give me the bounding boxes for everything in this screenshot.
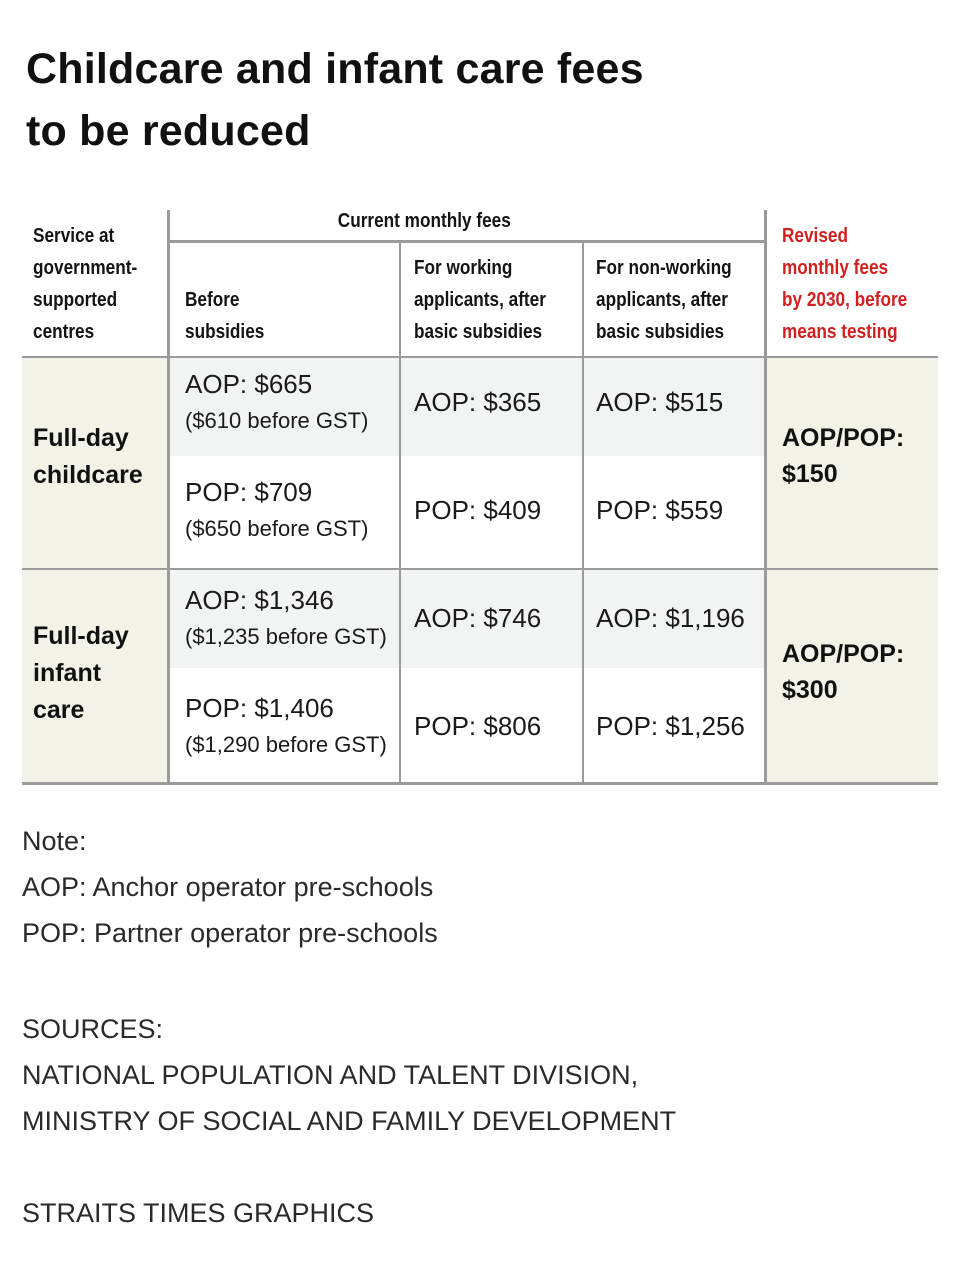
header-revised: Revised monthly fees by 2030, before means testing — [782, 225, 908, 343]
sources-line-2: MINISTRY OF SOCIAL AND FAMILY DEVELOPMENT — [22, 1106, 677, 1136]
childcare-pop-before-gst: ($650 before GST) — [185, 516, 369, 541]
title-line-1: Childcare and infant care fees — [26, 45, 644, 93]
childcare-aop-before-gst: ($610 before GST) — [185, 408, 369, 433]
infant-aop-working: AOP: $746 — [414, 603, 542, 633]
sources — [22, 1006, 676, 1144]
rule-h-bottom — [22, 782, 938, 785]
infant-aop-non-working: AOP: $1,196 — [596, 603, 745, 633]
infant-aop-before: AOP: $1,346 — [185, 585, 334, 615]
header-non-working: For non-working applicants, after basic subsidies — [596, 257, 732, 343]
header-service: Service at government- supported centres — [33, 225, 138, 343]
rule-v-working — [582, 242, 584, 783]
childcare-pop-working: POP: $409 — [414, 495, 542, 525]
childcare-pop-non-working: POP: $559 — [596, 495, 724, 525]
rule-v-service — [167, 210, 170, 783]
row-label-infant-care: Full-day infant care — [33, 622, 129, 724]
infant-pop-before-gst: ($1,290 before GST) — [185, 732, 387, 757]
rule-v-before — [399, 242, 401, 783]
childcare-aop-before: AOP: $665 — [185, 369, 313, 399]
childcare-aop-working: AOP: $365 — [414, 387, 542, 417]
notes-pop: POP: Partner operator pre-schools — [22, 918, 438, 948]
rule-h-group — [167, 240, 767, 243]
row-label-childcare: Full-day childcare — [33, 424, 143, 489]
infant-revised-fee: AOP/POP: $300 — [782, 640, 905, 704]
sources-line-1: NATIONAL POPULATION AND TALENT DIVISION, — [22, 1060, 639, 1090]
notes-heading: Note: — [22, 826, 87, 856]
credit — [22, 1190, 374, 1236]
header-working: For working applicants, after basic subsidies — [414, 257, 546, 343]
infant-pop-before: POP: $1,406 — [185, 693, 334, 723]
childcare-revised-fee: AOP/POP: $150 — [782, 424, 905, 488]
infant-pop-working: POP: $806 — [414, 711, 542, 741]
notes-aop: AOP: Anchor operator pre-schools — [22, 872, 434, 902]
childcare-pop-before: POP: $709 — [185, 477, 313, 507]
infant-pop-non-working: POP: $1,256 — [596, 711, 745, 741]
header-before-subsidies: Before subsidies — [185, 289, 265, 343]
credit-line: STRAITS TIMES GRAPHICS — [22, 1198, 375, 1228]
childcare-aop-non-working: AOP: $515 — [596, 387, 724, 417]
title-line-2: to be reduced — [26, 107, 311, 155]
fees-table — [22, 210, 938, 786]
infant-aop-before-gst: ($1,235 before GST) — [185, 624, 387, 649]
rule-h-header — [22, 356, 938, 358]
sources-heading: SOURCES: — [22, 1014, 164, 1044]
header-current-monthly-fees: Current monthly fees — [337, 210, 511, 232]
notes — [22, 818, 438, 956]
rule-v-revised — [764, 210, 767, 783]
rule-h-between-rows — [22, 568, 938, 570]
page-title — [26, 38, 926, 162]
